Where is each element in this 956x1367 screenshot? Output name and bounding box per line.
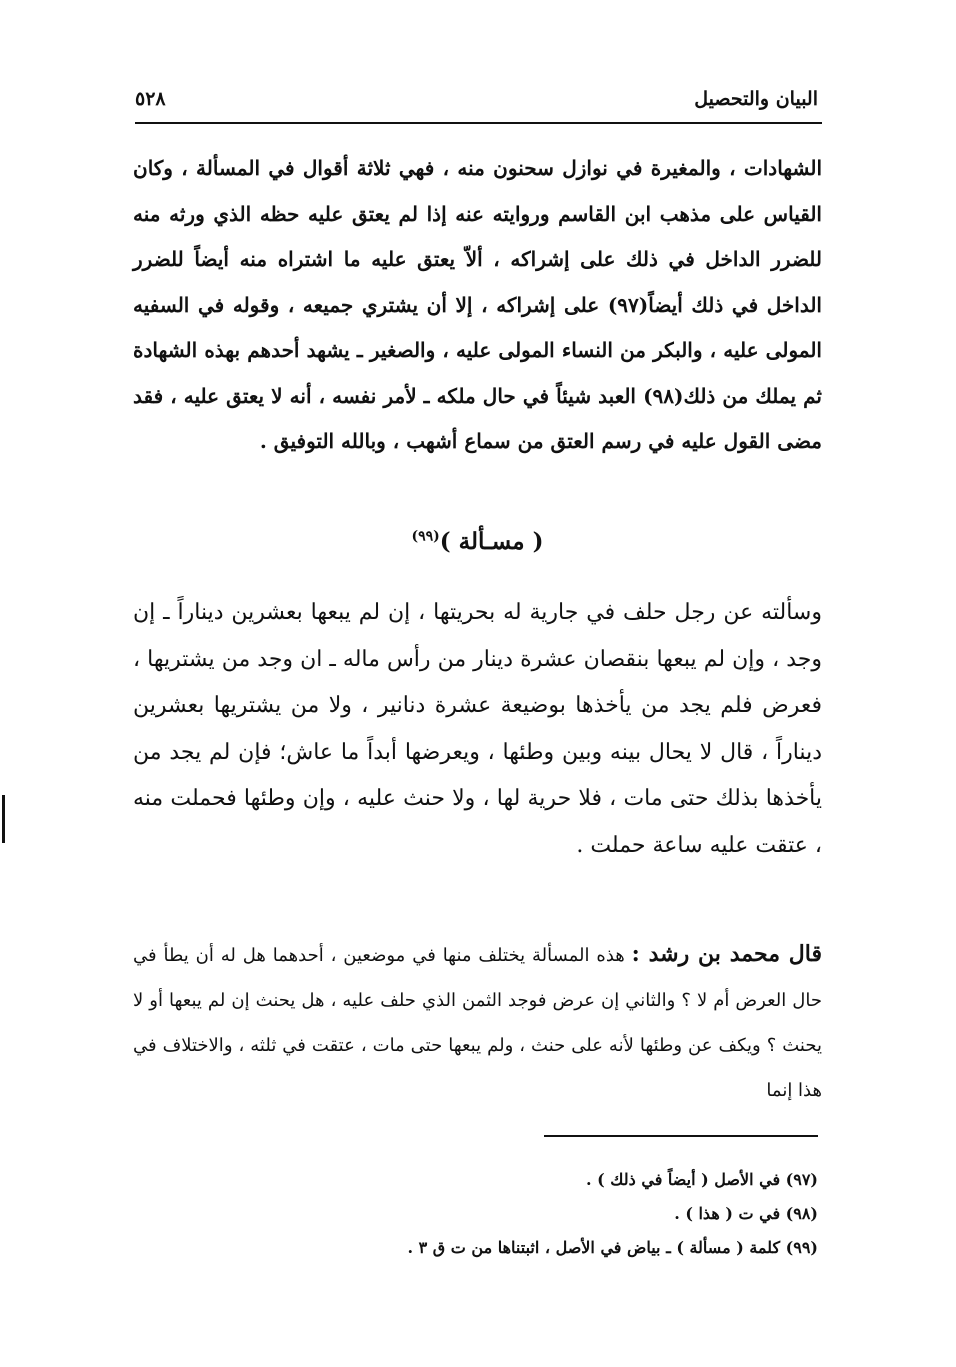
commentary-text: هذه المسألة يختلف منها في موضعين ، أحدهما هل له أن يطأ في حال العرض أم لا ؟ والثاني إن عرض فوجد الثمن الذي حلف عليه ، هل يحنث إن لم يبعها أو لا يحنث ؟ ويكف عن وطئها لأنه على حنث ، ولم يبعها حتى مات ، عتقت في ثلثه ، والاختلاف في هذا إنما: [133, 945, 822, 1101]
body-paragraph-3: [133, 932, 822, 1113]
scan-margin-mark: [2, 795, 5, 843]
section-heading-text: ( مسـألة ): [439, 528, 544, 555]
body-paragraph-2: وسألته عن رجل حلف في جارية له بحريتها ، إن لم يبعها بعشرين ديناراً ـ إن وجد ، وإن لم يبعها بنقصان عشرة دينار من رأس ماله ـ ان وجد من يشتريها ، فعرض فلم يجد من يأخذها بوضيعة عشرة دنانير ، ولا من يشتريها بعشرين ديناراً ، قال لا يحال بينه وبين وطئها ، ويعرضها أبداً ما عاش؛ فإن لم يجد من يأخذها بذلك حتى مات ، فلا حرية لها ، ولا حنث عليه ، وإن وطئها فحملت منه ، عتقت عليه ساعة حملت .: [133, 600, 822, 858]
page-header: [135, 88, 818, 124]
footnote-97: (٩٧) في الأصل ( أيضاً في ذلك ) .: [586, 1170, 818, 1189]
book-title: البيان والتحصيل: [694, 88, 818, 110]
header-divider: [135, 122, 822, 124]
footnote-99: (٩٩) كلمة ( مسألة ) ـ بياض في الأصل ، اثبتناها من ت ق ٣ .: [407, 1238, 818, 1257]
footnote-98: (٩٨) في ت ( هذا ) .: [674, 1204, 818, 1223]
page-number: ٥٢٨: [135, 88, 166, 110]
footnotes: [133, 1163, 818, 1265]
section-heading: [133, 528, 822, 555]
footnote-divider: [544, 1135, 818, 1137]
body-paragraph-1: الشهادات ، والمغيرة في نوازل سحنون منه ، فهي ثلاثة أقوال في المسألة ، وكان القياس على مذهب ابن القاسم وروايته عنه إذا لم يعتق عليه حظه الذي ورثه منه للضرر الداخل في ذلك على إشراكه ، ألاّ يعتق عليه ما اشتراه منه أيضاً للضرر الداخل في ذلك أيضاً(٩٧) على إشراكه ، إلا أن يشتري جميعه ، وقوله في السفيه المولى عليه ، والبكر من النساء المولى عليه ، والصغير ـ يشهد أحدهم بهذه الشهادة ثم يملك من ذلك(٩٨) العبد شيئاً في حال ملكه ـ لأمر نفسه ، أنه لا يعتق عليه ، فقد مضى القول عليه في رسم العتق من سماع أشهب ، وبالله التوفيق .: [133, 156, 822, 453]
commentary-speaker: قال محمد بن رشد :: [631, 941, 822, 967]
section-heading-footnote-ref: (٩٩): [411, 528, 440, 545]
